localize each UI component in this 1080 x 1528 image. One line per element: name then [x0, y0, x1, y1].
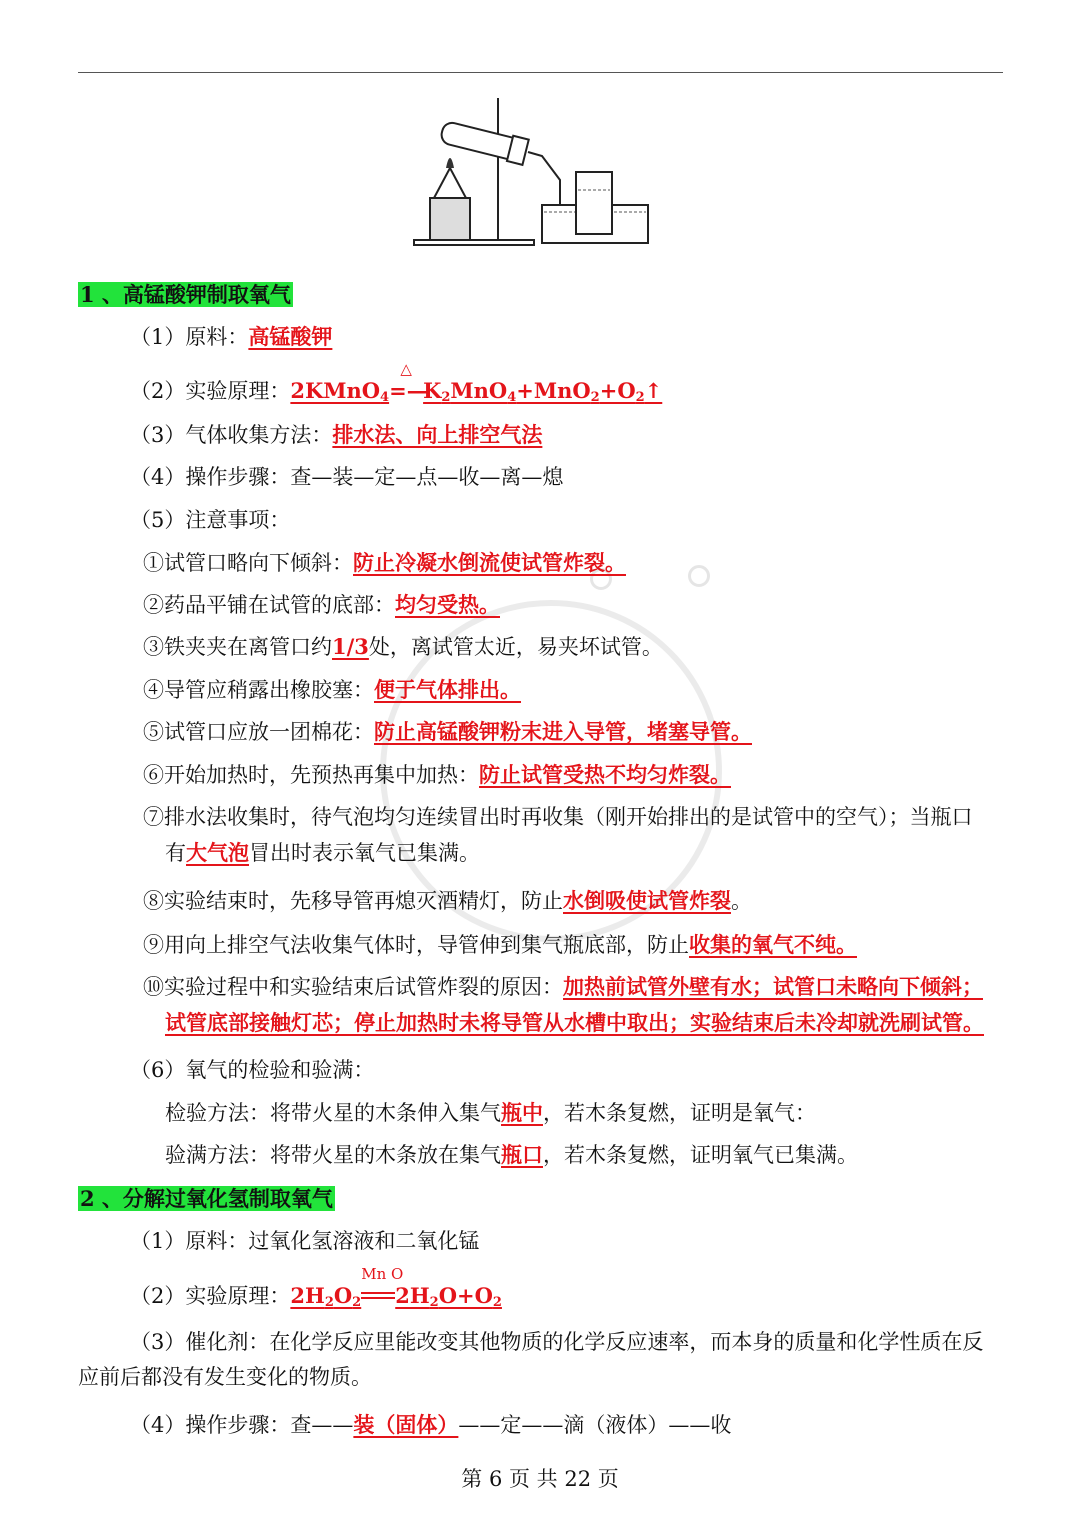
s2-catalyst-line-2: 应前后都没有发生变化的物质。: [78, 1365, 372, 1389]
s1-principle: （2）实验原理：2KMnO$_4$ △ $=—K_2MnO_4+MnO_2+O_2↑$: [130, 360, 663, 405]
s1-steps: （4）操作步骤：查—装—定—点—收—离—熄: [130, 465, 564, 489]
note-10-line-2: 试管底部接触灯芯；停止加热时未将导管从水槽中取出；实验结束后未冷却就洗刷试管。: [165, 1010, 984, 1035]
note-4: ④导管应稍露出橡胶塞：便于气体排出。: [143, 677, 521, 702]
section-1-title: 1 、高锰酸钾制取氧气: [80, 282, 291, 307]
s1-notes-heading: （5）注意事项：: [130, 508, 291, 532]
note-7-line-1: ⑦排水法收集时，待气泡均匀连续冒出时再收集（刚开始排出的是试管中的空气）；当瓶口: [143, 805, 973, 829]
s2-principle: （2）实验原理：$2H_2O_2$ Mn O $2H_2O+O_2$: [130, 1265, 502, 1310]
note-6: ⑥开始加热时，先预热再集中加热：防止试管受热不均匀炸裂。: [143, 762, 731, 787]
note-1: ①试管口略向下倾斜：防止冷凝水倒流使试管炸裂。: [143, 550, 626, 575]
note-2: ②药品平铺在试管的底部：均匀受热。: [143, 592, 500, 617]
s2-raw-material: （1）原料：过氧化氢溶液和二氧化锰: [130, 1229, 480, 1253]
header-rule: [78, 72, 1003, 73]
section-2-title: 2 、分解过氧化氢制取氧气: [80, 1186, 333, 1211]
s2-catalyst-line-1: （3）催化剂：在化学反应里能改变其他物质的化学反应速率，而本身的质量和化学性质在反: [130, 1330, 984, 1354]
watermark-dot: [688, 565, 710, 587]
full-check-method: 验满方法：将带火星的木条放在集气瓶口，若木条复燃，证明氧气已集满。: [165, 1142, 858, 1167]
apparatus-diagram: [410, 90, 675, 250]
test-method: 检验方法：将带火星的木条伸入集气瓶中，若木条复燃，证明是氧气：: [165, 1100, 816, 1125]
note-3: ③铁夹夹在离管口约1/3处，离试管太近，易夹坏试管。: [143, 634, 663, 659]
note-8: ⑧实验结束时，先移导管再熄灭酒精灯，防止水倒吸使试管炸裂。: [143, 888, 752, 913]
note-9: ⑨用向上排空气法收集气体时，导管伸到集气瓶底部，防止收集的氧气不纯。: [143, 932, 857, 957]
s2-steps: （4）操作步骤：查——装（固体）——定——滴（液体）——收: [130, 1412, 732, 1437]
s1-raw-material: （1）原料：高锰酸钾: [130, 324, 333, 349]
s1-collection: （3）气体收集方法：排水法、向上排空气法: [130, 422, 543, 447]
s1-test-heading: （6）氧气的检验和验满：: [130, 1058, 375, 1082]
note-7-line-2: 有大气泡冒出时表示氧气已集满。: [165, 840, 480, 865]
page-footer: 第 6 页 共 22 页: [461, 1467, 619, 1491]
note-10-line-1: ⑩实验过程中和实验结束后试管炸裂的原因：加热前试管外壁有水；试管口未略向下倾斜；: [143, 974, 983, 999]
note-5: ⑤试管口应放一团棉花：防止高锰酸钾粉末进入导管，堵塞导管。: [143, 719, 752, 744]
